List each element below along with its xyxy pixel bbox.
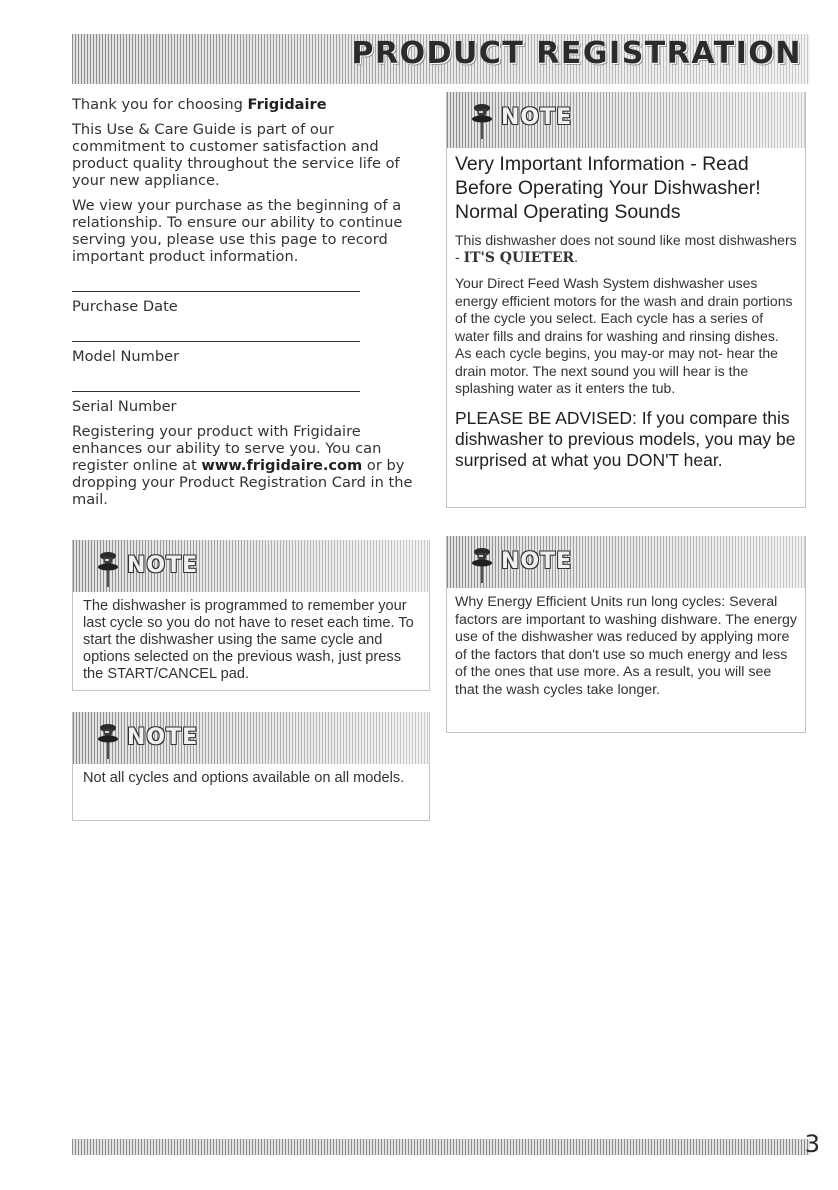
note-label: NOTE [501,105,573,130]
serial-number-label: Serial Number [72,398,177,415]
cycle-memory-text: The dishwasher is programmed to remember your last cycle so you do not have to reset each time. To start the dishwasher using the same cycle and options selected on the previous wash, just press the START/CANCEL pad. [83,598,414,682]
wash-system-paragraph: Your Direct Feed Wash System dishwasher uses energy efficient motors for the wash and drain portions of the cycle you select. Each cycle has a series of water fills and drains for washing and rinsing dishes. As each cycle begins, you may-or may not- hear the drain motor. The next sound you will hear is the splashing water as it enters the tub. [455,275,793,396]
important-headline: Very Important Information - Read Before Operating Your Dishwasher! Normal Operating Sounds [455,153,761,223]
intro-paragraph-2: We view your purchase as the beginning of a relationship. To ensure our ability to continue serving you, please use this page to record important product information. [72,197,403,265]
note-box-cycle-memory [72,540,430,691]
advisory-paragraph: PLEASE BE ADVISED: If you compare this dishwasher to previous models, you may be surprised at what you DON'T hear. [455,407,796,470]
registration-text-after: or by dropping your Product Registration Card in the mail. [72,457,413,508]
note-label: NOTE [127,725,199,750]
pushpin-icon [469,546,495,584]
note-label: NOTE [501,549,573,574]
model-number-line [72,341,360,342]
intro-paragraph-1: This Use & Care Guide is part of our commitment to customer satisfaction and product quality throughout the service life of your new appliance. [72,121,400,189]
registration-paragraph [72,423,428,508]
note-header [447,92,805,148]
energy-text: Why Energy Efficient Units run long cycles: Several factors are important to washing dishware. The energy use of the dishwasher was reduced by applying more of the factors that don't use so much energy and less of the ones that use more. As a result, you will see that the wash cycles take longer. [455,594,797,698]
page-header-bar [72,34,810,84]
brand-name: Frigidaire [247,96,327,113]
quieter-statement [455,232,797,267]
page-title: PRODUCT REGISTRATION [351,36,802,71]
note-box-availability [72,712,430,821]
pushpin-icon [95,550,121,588]
note-body [447,148,805,481]
quieter-prefix: This dishwasher does not sound like most dishwashers - [455,232,797,265]
pushpin-icon [469,102,495,140]
note-body [73,764,429,797]
note-header [73,712,429,764]
note-box-operating-sounds [446,92,806,508]
purchase-date-label: Purchase Date [72,298,178,315]
page-footer-bar [72,1139,810,1155]
note-body [447,588,805,709]
note-box-energy [446,536,806,733]
purchase-date-line [72,291,360,292]
serial-number-line [72,391,360,392]
thanks-line [72,96,428,113]
model-number-label: Model Number [72,348,180,365]
registration-column [72,96,428,516]
note-header [447,536,805,588]
note-label: NOTE [127,553,199,578]
note-body [73,592,429,693]
quieter-emphasis: IT'S QUIETER [463,250,575,266]
pushpin-icon [95,722,121,760]
website-link[interactable]: www.frigidaire.com [201,457,363,474]
note-header [73,540,429,592]
quieter-suffix: . [574,249,579,265]
availability-text: Not all cycles and options available on all models. [83,770,405,786]
page-number: 3 [804,1130,820,1158]
registration-text-before: Registering your product with Frigidaire enhances our ability to serve you. You can register online at [72,423,382,474]
thanks-prefix: Thank you for choosing [72,96,248,113]
